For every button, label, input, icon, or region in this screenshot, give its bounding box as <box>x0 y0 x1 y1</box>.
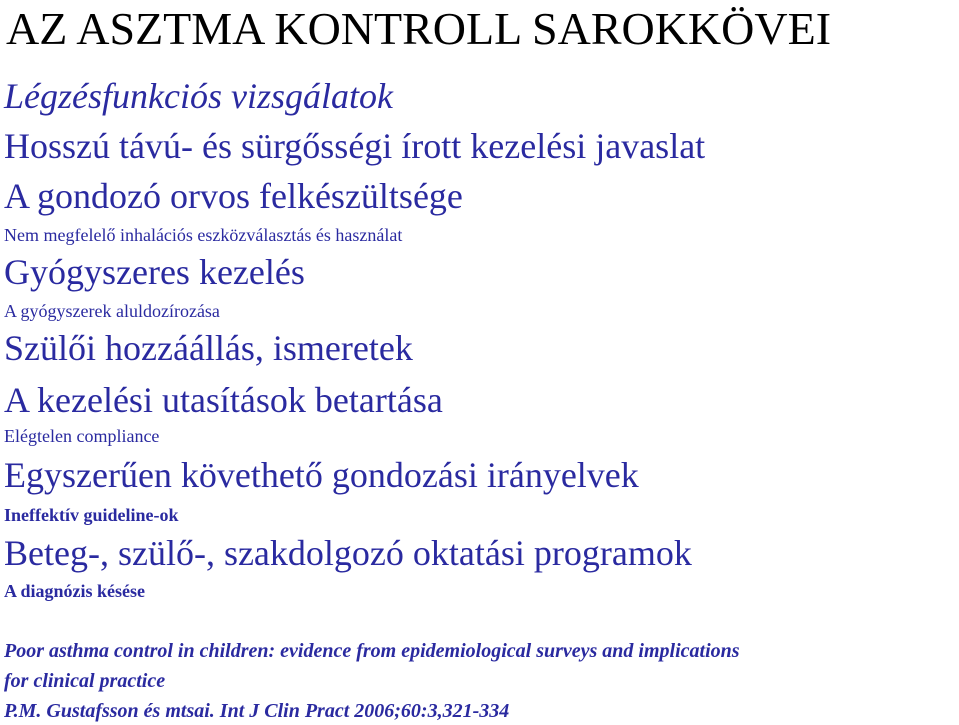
item-delayed-diagnosis: A diagnózis késése <box>4 581 146 601</box>
item-parental-attitude: Szülői hozzáállás, ismeretek <box>4 328 413 368</box>
item-inhaler-device-choice: Nem megfelelő inhalációs eszközválasztás és használat <box>4 225 403 245</box>
reference-line-2: for clinical practice <box>4 670 166 692</box>
item-respiratory-tests: Légzésfunkciós vizsgálatok <box>4 76 393 116</box>
item-education-programs: Beteg-, szülő-, szakdolgozó oktatási programok <box>4 533 692 573</box>
item-adherence: A kezelési utasítások betartása <box>4 380 443 420</box>
item-underdosing: A gyógyszerek aluldozírozása <box>4 301 220 321</box>
item-drug-therapy: Gyógyszeres kezelés <box>4 252 305 292</box>
item-written-treatment-plan: Hosszú távú- és sürgősségi írott kezelési javaslat <box>4 126 706 166</box>
item-ineffective-guidelines: Ineffektív guideline-ok <box>4 505 179 525</box>
item-poor-compliance: Elégtelen compliance <box>4 426 160 446</box>
reference-citation: P.M. Gustafsson és mtsai. Int J Clin Pract 2006;60:3,321-334 <box>4 700 510 722</box>
item-simple-guidelines: Egyszerűen követhető gondozási irányelvek <box>4 455 639 495</box>
slide-title: AZ ASZTMA KONTROLL SAROKKÖVEI <box>6 3 832 54</box>
reference-line-1: Poor asthma control in children: evidence from epidemiological surveys and implications <box>4 640 740 662</box>
item-physician-preparedness: A gondozó orvos felkészültsége <box>4 176 463 216</box>
